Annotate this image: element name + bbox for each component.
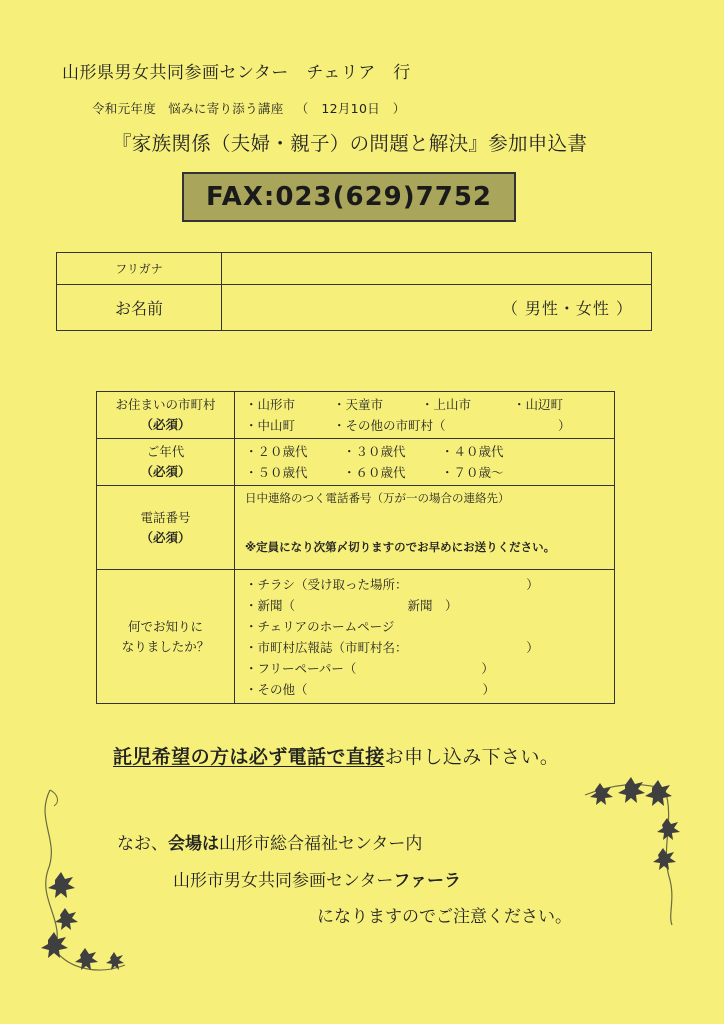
deadline-note: ※定員になり次第〆切りますのでお早めにお送りください。: [245, 540, 556, 554]
name-label: お名前: [57, 285, 222, 331]
option-flyer[interactable]: ・チラシ（受け取った場所： ）: [245, 576, 539, 592]
option-20s[interactable]: ・２０歳代: [245, 444, 308, 459]
option-other[interactable]: ・その他（ ）: [245, 681, 496, 697]
page-title: 『家族関係（夫婦・親子）の問題と解決』参加申込書: [112, 132, 588, 155]
phone-label: 電話番号 （必須）: [97, 486, 235, 570]
source-options[interactable]: [235, 570, 615, 704]
subtitle-year: 令和元年度: [92, 101, 157, 116]
phone-description: 日中連絡のつく電話番号（万が一の場合の連絡先）: [245, 491, 510, 505]
childcare-notice: 託児希望の方は必ず電話で直接お申し込み下さい。: [113, 746, 560, 768]
ivy-left-icon: [30, 780, 150, 990]
addressee: 山形県男女共同参画センター チェリア 行: [62, 63, 411, 83]
subtitle-course: 悩みに寄り添う講座: [168, 101, 284, 116]
furigana-label: フリガナ: [57, 253, 222, 285]
venue-line-1: なお、会場は山形市総合福祉センター内: [117, 834, 423, 854]
option-40s[interactable]: ・４０歳代: [441, 444, 504, 459]
name-table: [56, 252, 652, 331]
course-subtitle: [92, 99, 414, 117]
ivy-right-icon: [580, 770, 690, 930]
info-table: [96, 391, 615, 704]
option-newspaper[interactable]: ・新聞（ 新聞 ）: [245, 597, 458, 613]
option-kaminoyama[interactable]: ・上山市: [421, 397, 472, 412]
age-options[interactable]: [235, 439, 615, 486]
option-yamagata[interactable]: ・山形市: [245, 397, 296, 412]
venue-line-3: になりますのでご注意ください。: [317, 907, 572, 927]
option-60s[interactable]: ・６０歳代: [343, 465, 406, 480]
option-tendo[interactable]: ・天童市: [333, 397, 384, 412]
option-homepage[interactable]: ・チェリアのホームページ: [245, 618, 395, 634]
source-label: 何でお知りに なりましたか？: [97, 570, 235, 704]
option-other-city[interactable]: ・その他の市町村（ ）: [333, 418, 571, 433]
age-label: ご年代 （必須）: [97, 439, 235, 486]
phone-field[interactable]: [235, 486, 615, 570]
subtitle-date: （ 12月10日 ）: [295, 101, 406, 116]
option-yamanobe[interactable]: ・山辺町: [513, 397, 564, 412]
venue-line-2: 山形市男女共同参画センターファーラ: [173, 871, 461, 891]
option-nakayama[interactable]: ・中山町: [245, 418, 296, 433]
option-50s[interactable]: ・５０歳代: [245, 465, 308, 480]
option-public-bulletin[interactable]: ・市町村広報誌（市町村名： ）: [245, 639, 539, 655]
option-30s[interactable]: ・３０歳代: [343, 444, 406, 459]
gender-choice[interactable]: （ 男性・女性 ）: [222, 285, 652, 331]
fax-number: FAX:023(629)7752: [182, 172, 516, 222]
residence-label: お住まいの市町村 （必須）: [97, 392, 235, 439]
option-free-paper[interactable]: ・フリーペーパー（ ）: [245, 660, 494, 676]
furigana-field[interactable]: [222, 253, 652, 285]
option-70s[interactable]: ・７０歳～: [441, 465, 504, 480]
residence-options[interactable]: [235, 392, 615, 439]
